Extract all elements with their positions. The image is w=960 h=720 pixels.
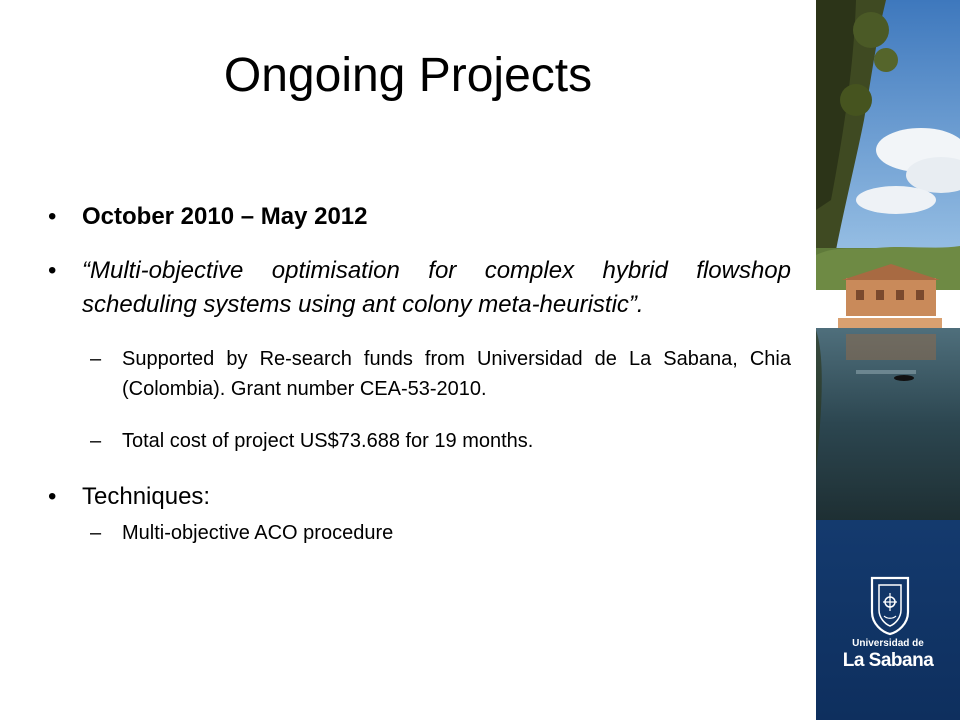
bullet-mark: •	[48, 257, 57, 284]
sub-item-funding-text: Supported by Re-search funds from Universidad de La Sabana, Chia (Colombia). Grant number CEA-53-2010.	[122, 348, 791, 400]
brand-line-universidad: Universidad de	[852, 638, 924, 649]
sub-item-cost	[48, 426, 791, 456]
bullet-mark: •	[48, 483, 57, 510]
slide-title: Ongoing Projects	[223, 49, 593, 102]
brand-line-la-sabana: La Sabana	[842, 650, 934, 671]
bullet-project-title	[48, 254, 791, 322]
sub-item-cost-text: Total cost of project US$73.688 for 19 months.	[122, 430, 534, 452]
bullet-mark: •	[48, 203, 57, 230]
dash-mark: –	[90, 348, 102, 370]
sidebar-branding	[816, 0, 960, 720]
sub-item-aco-text: Multi-objective ACO procedure	[122, 522, 394, 544]
dash-mark: –	[90, 430, 102, 452]
campus-photo	[816, 0, 960, 520]
bullet-dates-text: October 2010 – May 2012	[82, 203, 368, 230]
bullet-techniques	[48, 480, 791, 514]
dash-mark: –	[90, 522, 102, 544]
slide-content	[48, 196, 791, 548]
university-crest-icon	[870, 576, 910, 636]
sub-item-aco	[48, 518, 791, 548]
university-brand-block	[816, 520, 960, 720]
sub-item-funding	[48, 344, 791, 404]
bullet-project-title-text: “Multi-objective optimisation for complex hybrid flowshop scheduling systems using ant colony meta-heuristic”.	[82, 257, 791, 318]
bullet-techniques-text: Techniques:	[82, 483, 211, 510]
bullet-dates	[48, 200, 791, 234]
